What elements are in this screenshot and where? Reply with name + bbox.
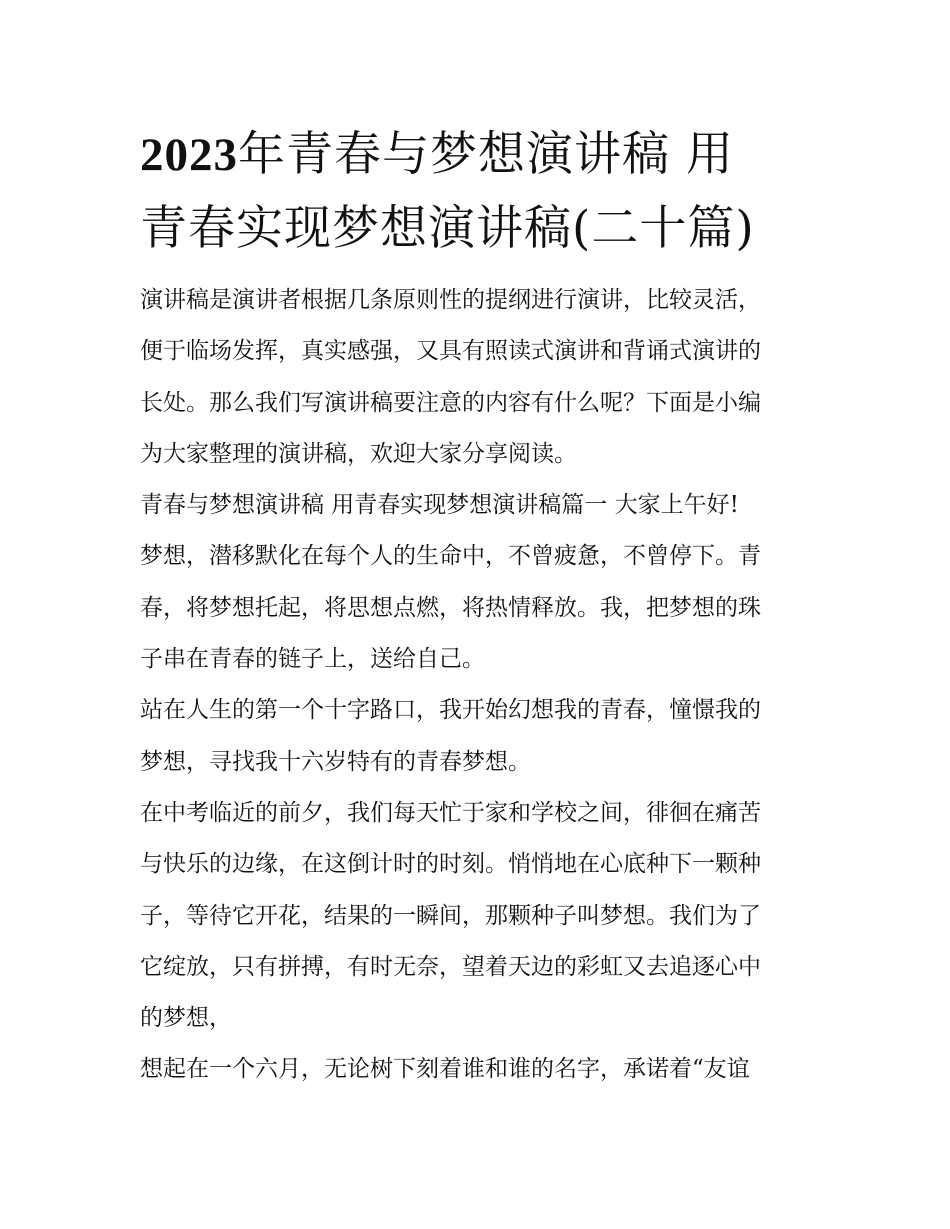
paragraph [140, 531, 820, 685]
paragraph-line: 它绽放，只有拼搏，有时无奈，望着天边的彩虹又去追逐心中 [140, 953, 761, 980]
paragraph [140, 480, 820, 531]
paragraph-line: 为大家整理的演讲稿，欢迎大家分享阅读。 [140, 440, 577, 467]
paragraph [140, 685, 820, 788]
paragraph-line: 梦想，寻找我十六岁特有的青春梦想。 [140, 748, 531, 775]
paragraph-line: 想起在一个六月，无论树下刻着谁和谁的名字，承诺着“友谊 [140, 1056, 750, 1083]
paragraph-line: 的梦想， [140, 1005, 232, 1032]
title-line-1-text: 年青春与梦想演讲稿 用 [238, 127, 734, 182]
paragraph [140, 275, 820, 480]
paragraph-line: 梦想，潜移默化在每个人的生命中，不曾疲惫，不曾停下。青 [140, 543, 761, 570]
title-line-2: 青春实现梦想演讲稿(二十篇) [140, 201, 755, 256]
paragraph-line: 站在人生的第一个十字路口，我开始幻想我的青春，憧憬我的 [140, 697, 761, 724]
document-title [140, 118, 820, 266]
paragraph-line: 演讲稿是演讲者根据几条原则性的提纲进行演讲，比较灵活， [140, 287, 761, 313]
document-body [140, 275, 820, 1096]
paragraph-line: 子串在青春的链子上，送给自己。 [140, 646, 485, 673]
paragraph-line: 长处。那么我们写演讲稿要注意的内容有什么呢？下面是小编 [140, 389, 761, 416]
paragraph-line: 子，等待它开花，结果的一瞬间，那颗种子叫梦想。我们为了 [140, 902, 761, 929]
paragraph [140, 788, 820, 1044]
title-year: 2023 [140, 129, 238, 181]
paragraph-line: 便于临场发挥，真实感强，又具有照读式演讲和背诵式演讲的 [140, 338, 761, 365]
paragraph-line: 与快乐的边缘，在这倒计时的时刻。悄悄地在心底种下一颗种 [140, 851, 761, 878]
paragraph-line: 青春与梦想演讲稿 用青春实现梦想演讲稿篇一 大家上午好! [140, 492, 739, 519]
title-line-1 [140, 118, 820, 192]
paragraph-line: 春，将梦想托起，将思想点燃，将热情释放。我，把梦想的珠 [140, 594, 761, 621]
paragraph-line: 在中考临近的前夕，我们每天忙于家和学校之间，徘徊在痛苦 [140, 799, 761, 826]
paragraph [140, 1044, 820, 1095]
